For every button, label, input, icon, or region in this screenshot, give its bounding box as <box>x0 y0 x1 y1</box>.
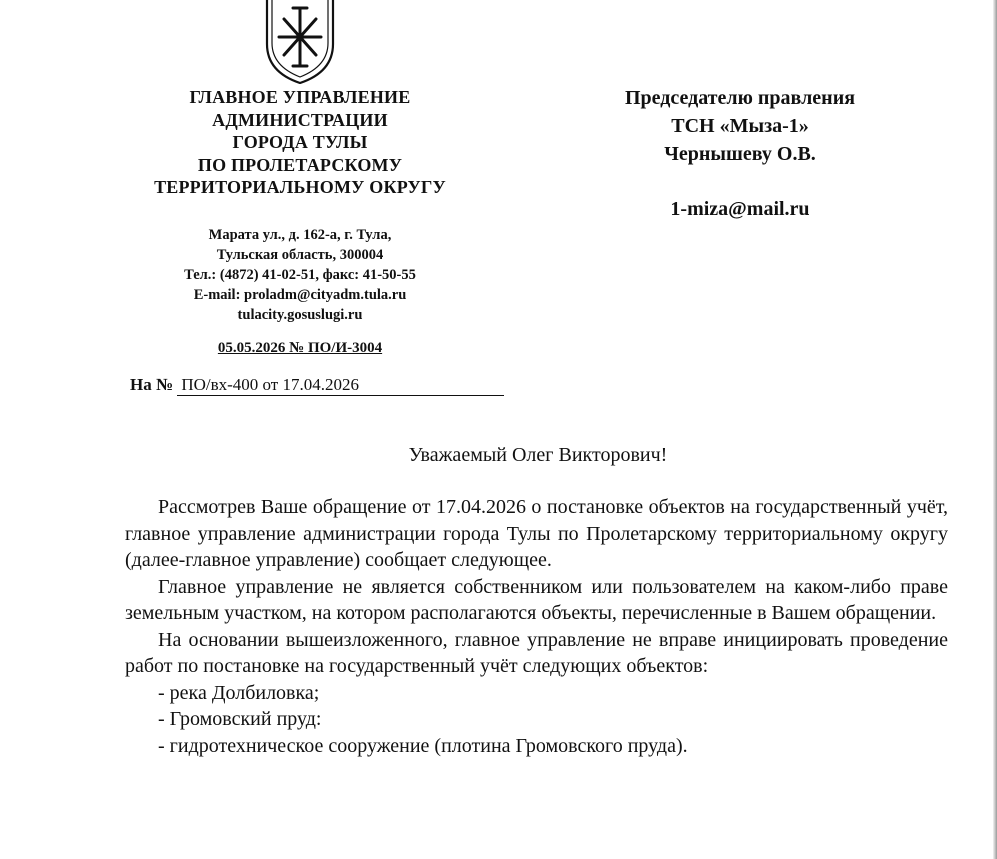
object-list-item: - река Долбиловка; <box>158 681 320 704</box>
org-line: АДМИНИСТРАЦИИ <box>212 109 388 130</box>
object-list-item: - гидротехническое сооружение (плотина Громовского пруда). <box>158 734 688 757</box>
recipient-line: Чернышеву О.В. <box>664 143 816 165</box>
letter-greeting: Уважаемый Олег Викторович! <box>408 444 668 466</box>
reference-label: На № <box>130 375 174 394</box>
recipient-line: ТСН «Мыза-1» <box>671 115 809 137</box>
body-paragraph: На основании вышеизложенного, главное управление не вправе инициировать проведение работ по постановке на государственный учёт следующих объектов: <box>125 628 948 677</box>
page-edge-shadow <box>993 0 997 859</box>
recipient-line: Председателю правления <box>624 87 856 109</box>
recipient-email: 1-miza@mail.ru <box>670 198 810 220</box>
reference-value: ПО/вх-400 от 17.04.2026 <box>177 375 504 396</box>
outgoing-document-number: 05.05.2026 № ПО/И-3004 <box>217 340 383 356</box>
issuer-organization <box>128 86 472 199</box>
letter-body <box>125 494 948 759</box>
org-line: ПО ПРОЛЕТАРСКОМУ <box>197 154 403 175</box>
email-line: E-mail: proladm@cityadm.tula.ru <box>193 287 407 303</box>
incoming-reference <box>130 375 504 396</box>
body-paragraph: Рассмотрев Ваше обращение от 17.04.2026 о постановке объектов на государственный учёт, главное управление администрации города Тулы по Пролетарскому территориальному округу (далее-главное управление) сообщает следующее. <box>125 496 948 571</box>
address-line: Тульская область, 300004 <box>216 247 384 263</box>
recipient-block <box>565 84 915 223</box>
phone-line: Тел.: (4872) 41-02-51, факс: 41-50-55 <box>184 267 416 283</box>
org-line: ГЛАВНОЕ УПРАВЛЕНИЕ <box>189 87 411 107</box>
object-list-item: - Громовский пруд: <box>158 708 322 730</box>
website-line: tulacity.gosuslugi.ru <box>237 307 363 323</box>
body-paragraph: Главное управление не является собственником или пользователем на каком-либо праве земельным участком, на котором располагаются объекты, перечисленные в Вашем обращении. <box>125 575 948 624</box>
issuer-contacts <box>128 225 472 325</box>
org-line: ГОРОДА ТУЛЫ <box>232 132 368 152</box>
org-line: ТЕРРИТОРИАЛЬНОМУ ОКРУГУ <box>154 177 446 197</box>
tula-coat-of-arms-emblem <box>264 0 336 84</box>
address-line: Марата ул., д. 162-а, г. Тула, <box>208 227 392 243</box>
